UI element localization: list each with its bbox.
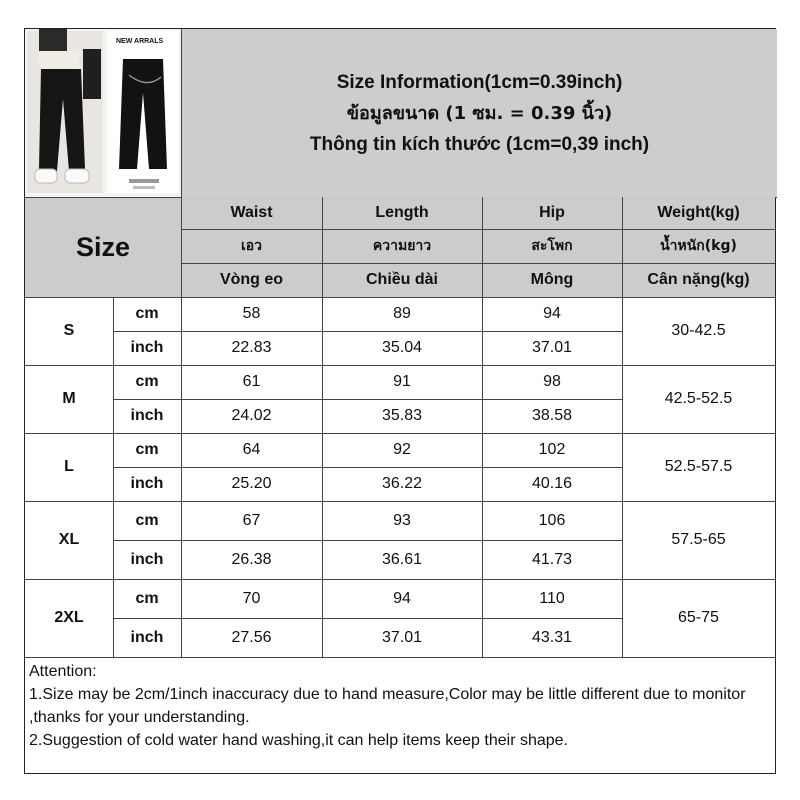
waist-inch: 27.56 [231,628,272,646]
unit-cm: cm [135,305,159,322]
attention-heading: Attention: [29,663,97,680]
col-length-en: Length [322,197,482,229]
waist-inch: 22.83 [231,339,272,356]
waist-inch: 25.20 [231,475,272,492]
new-arrivals-label: NEW ARRALS [116,38,164,45]
waist-cm: 64 [242,441,261,458]
size-chart [24,28,776,774]
unit-inch: inch [130,475,164,492]
attention-notes [25,657,775,773]
size-xl: XL [58,531,80,548]
hip-inch: 37.01 [531,339,573,356]
hip-cm: 94 [543,305,561,322]
hip-inch: 43.31 [531,628,573,646]
unit-cm: cm [135,441,159,458]
col-length-th: ความยาว [322,229,482,263]
unit-inch: inch [130,628,164,646]
col-weight-th: น้ำหนัก(kg) [622,229,775,263]
waist-inch: 24.02 [231,407,272,424]
length-cm: 94 [393,589,411,607]
waist-cm: 70 [242,589,261,607]
col-hip-vi: Mông [482,263,622,297]
length-cm: 91 [393,373,411,390]
size-m: M [62,390,76,407]
waist-inch: 26.38 [231,550,272,568]
hip-cm: 110 [539,589,565,607]
col-hip-th: สะโพก [482,229,622,263]
length-inch: 37.01 [381,628,423,646]
length-cm: 89 [393,305,411,322]
col-weight-en: Weight(kg) [622,197,775,229]
length-cm: 93 [393,511,411,529]
product-photos [25,29,181,197]
title-thai: ข้อมูลขนาด (1 ซม. = 0.39 นิ้ว) [346,102,613,124]
waist-cm: 61 [242,373,261,390]
weight-range: 52.5-57.5 [664,458,733,475]
length-inch: 36.61 [381,550,423,568]
length-inch: 36.22 [381,475,423,492]
length-inch: 35.04 [381,339,423,356]
col-waist-en: Waist [181,197,322,229]
hip-cm: 102 [538,441,566,458]
weight-range: 57.5-65 [671,531,726,548]
length-cm: 92 [393,441,411,458]
size-header: Size [25,197,181,297]
col-hip-en: Hip [482,197,622,229]
weight-range: 65-75 [678,609,719,626]
size-s: S [63,322,75,339]
unit-inch: inch [130,407,164,424]
hip-inch: 41.73 [531,550,573,568]
size-info-title [181,29,777,198]
length-inch: 35.83 [381,407,423,424]
col-waist-th: เอว [181,229,322,263]
attention-item-2: 2.Suggestion of cold water hand washing,it can help items keep their shape. [29,732,568,749]
size-2xl: 2XL [54,609,84,626]
unit-inch: inch [130,339,164,356]
hip-inch: 40.16 [531,475,573,492]
attention-item-1: 1.Size may be 2cm/1inch inaccuracy due to hand measure,Color may be little different due to monitor ,thanks for your understanding. [29,686,746,726]
unit-cm: cm [135,589,159,607]
weight-range: 30-42.5 [671,322,726,339]
hip-inch: 38.58 [531,407,573,424]
unit-cm: cm [135,373,159,390]
hip-cm: 98 [543,373,561,390]
title-english: Size Information(1cm=0.39inch) [336,71,623,93]
waist-cm: 67 [242,511,261,529]
col-length-vi: Chiều dài [322,263,482,297]
size-l: L [64,458,74,475]
hip-cm: 106 [538,511,566,529]
waist-cm: 58 [242,305,261,322]
weight-range: 42.5-52.5 [664,390,733,407]
col-weight-vi: Cân nặng(kg) [622,263,775,297]
unit-inch: inch [130,550,164,568]
product-image [25,29,181,197]
col-waist-vi: Vòng eo [181,263,322,297]
unit-cm: cm [135,511,159,529]
title-vietnamese: Thông tin kích thước (1cm=0,39 inch) [309,133,650,155]
